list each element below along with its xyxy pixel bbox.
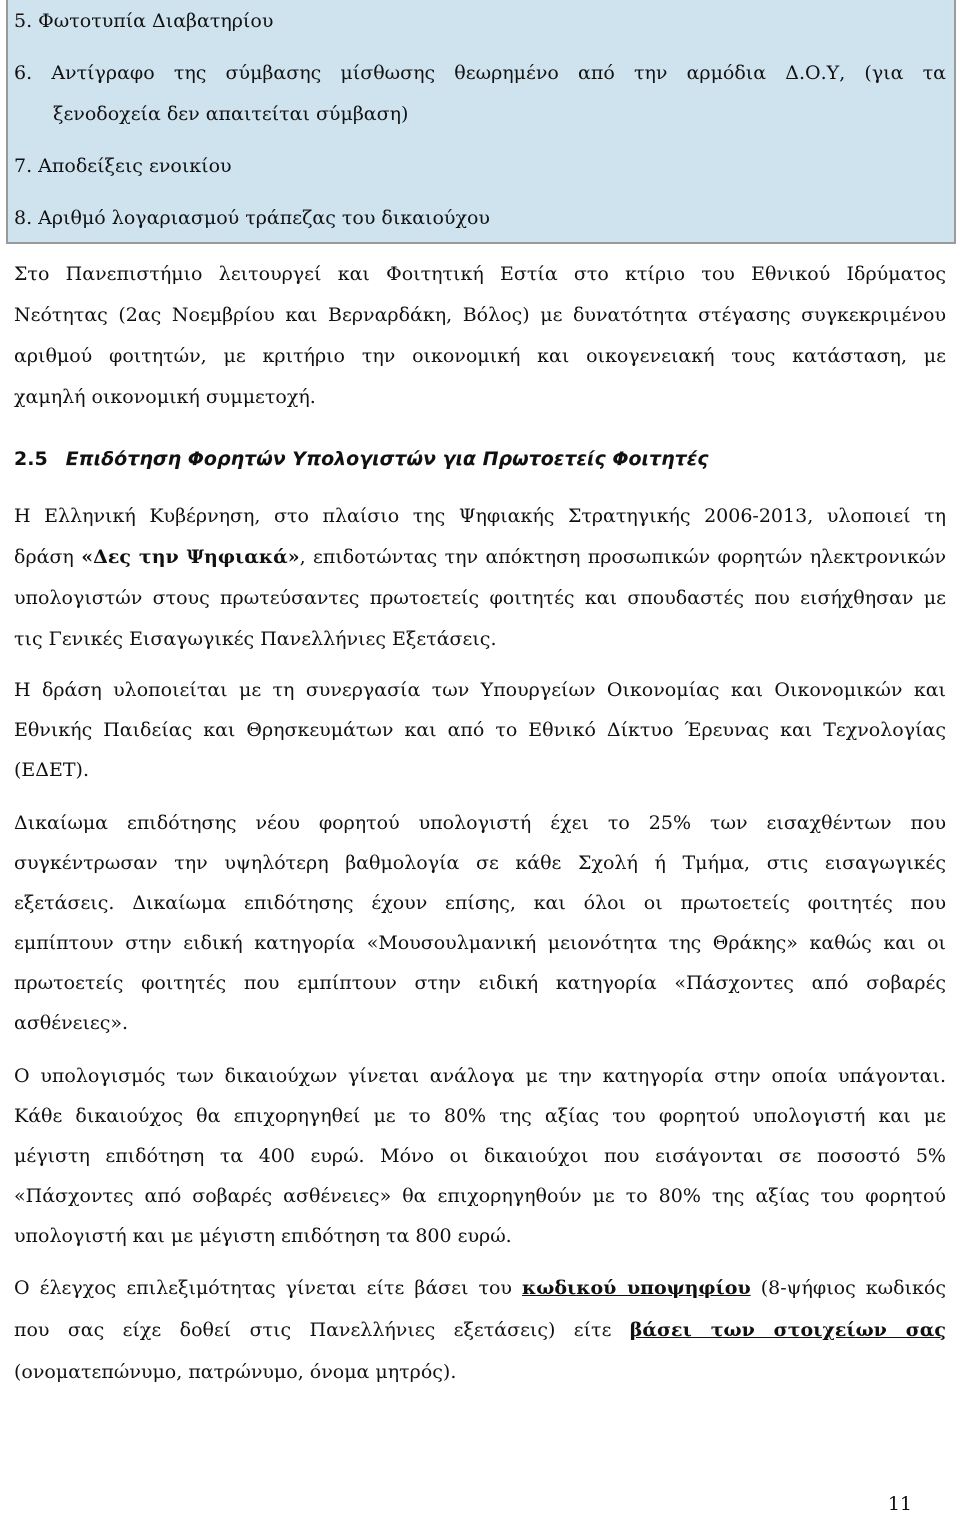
text-line: «Πάσχοντες από σοβαρές ασθένειες» θα επιχορηγηθούν με το 80% της αξίας του φορητού: [14, 1185, 946, 1207]
text-line-personal-data: που σας είχε δοθεί στις Πανελλήνιες εξετάσεις) είτε βάσει των στοιχείων σας: [14, 1319, 946, 1341]
text-line: τις Γενικές Εισαγωγικές Πανελλήνιες Εξετάσεις.: [14, 628, 497, 650]
text-line-candidate-code: Ο έλεγχος επιλεξιμότητας γίνεται είτε βάσει του κωδικού υποψηφίου (8-ψήφιος κωδικός: [14, 1277, 946, 1299]
text-line: αριθμού φοιτητών, με κριτήριο την οικονομική και οικογενειακή τους κατάσταση, με: [14, 345, 946, 367]
section-title: Επιδότηση Φορητών Υπολογιστών για Πρωτοετείς Φοιτητές: [65, 448, 709, 470]
text-line: συγκέντρωσαν την υψηλότερη βαθμολογία σε κάθε Σχολή ή Τμήμα, στις εισαγωγικές: [14, 852, 946, 874]
text-line: Εθνικής Παιδείας και Θρησκευμάτων και από το Εθνικό Δίκτυο Έρευνας και Τεχνολογίας: [14, 719, 946, 741]
list-item-6-continued: ξενοδοχεία δεν απαιτείται σύμβαση): [53, 103, 409, 125]
text-line: εμπίπτουν στην ειδική κατηγορία «Μουσουλμανική μειονότητα της Θράκης» καθώς και οι: [14, 932, 946, 954]
text-line: υπολογιστών στους πρωτεύσαντες πρωτοετείς φοιτητές και σπουδαστές που εισήχθησαν με: [14, 587, 946, 609]
program-name: «Δες την Ψηφιακά»: [81, 546, 300, 568]
text-line: Κάθε δικαιούχος θα επιχορηγηθεί με το 80% της αξίας του φορητού υπολογιστή και με: [14, 1105, 946, 1127]
text-line: (ΕΔΕΤ).: [14, 759, 89, 781]
text-line: Νεότητας (2ας Νοεμβρίου και Βερναρδάκη, Βόλος) με δυνατότητα στέγασης συγκεκριμένου: [14, 304, 946, 326]
text-line: μέγιστη επιδότηση τα 400 ευρώ. Μόνο οι δικαιούχοι που εισάγονται σε ποσοστό 5%: [14, 1145, 946, 1167]
text-line: ασθένειες».: [14, 1012, 129, 1034]
text-line: πρωτοετείς φοιτητές που εμπίπτουν στην ειδική κατηγορία «Πάσχοντες από σοβαρές: [14, 972, 946, 994]
text-line: χαμηλή οικονομική συμμετοχή.: [14, 386, 316, 408]
list-item-7: 7. Αποδείξεις ενοικίου: [14, 155, 232, 177]
list-item-8: 8. Αριθμό λογαριασμού τράπεζας του δικαιούχου: [14, 207, 490, 229]
text-line: εξετάσεις. Δικαίωμα επιδότησης έχουν επίσης, και όλοι οι πρωτοετείς φοιτητές που: [14, 892, 946, 914]
text-line: υπολογιστή και με μέγιστη επιδότηση τα 800 ευρώ.: [14, 1225, 512, 1247]
page-number: 11: [887, 1493, 912, 1515]
section-number: 2.5: [14, 448, 48, 470]
text-line: Δικαίωμα επιδότησης νέου φορητού υπολογιστή έχει το 25% των εισαχθέντων που: [14, 812, 946, 834]
text-line: Η Ελληνική Κυβέρνηση, στο πλαίσιο της Ψηφιακής Στρατηγικής 2006-2013, υλοποιεί τη: [14, 505, 946, 527]
list-item-5: 5. Φωτοτυπία Διαβατηρίου: [14, 10, 274, 32]
section-heading: [14, 448, 709, 470]
text-line: (ονοματεπώνυμο, πατρώνυμο, όνομα μητρός).: [14, 1361, 457, 1383]
text-line: Στο Πανεπιστήμιο λειτουργεί και Φοιτητική Εστία στο κτίριο του Εθνικού Ιδρύματος: [14, 263, 946, 285]
text-line-with-program-name: δράση «Δες την Ψηφιακά», επιδοτώντας την απόκτηση προσωπικών φορητών ηλεκτρονικών: [14, 546, 946, 568]
list-item-6: 6. Αντίγραφο της σύμβασης μίσθωσης θεωρημένο από την αρμόδια Δ.Ο.Υ, (για τα: [14, 62, 946, 84]
text-line: Ο υπολογισμός των δικαιούχων γίνεται ανάλογα με την κατηγορία στην οποία υπάγονται.: [14, 1065, 946, 1087]
candidate-code-term: κωδικού υποψηφίου: [522, 1277, 751, 1299]
personal-data-term: βάσει των στοιχείων σας: [629, 1319, 946, 1341]
text-line: Η δράση υλοποιείται με τη συνεργασία των Υπουργείων Οικονομίας και Οικονομικών και: [14, 679, 946, 701]
